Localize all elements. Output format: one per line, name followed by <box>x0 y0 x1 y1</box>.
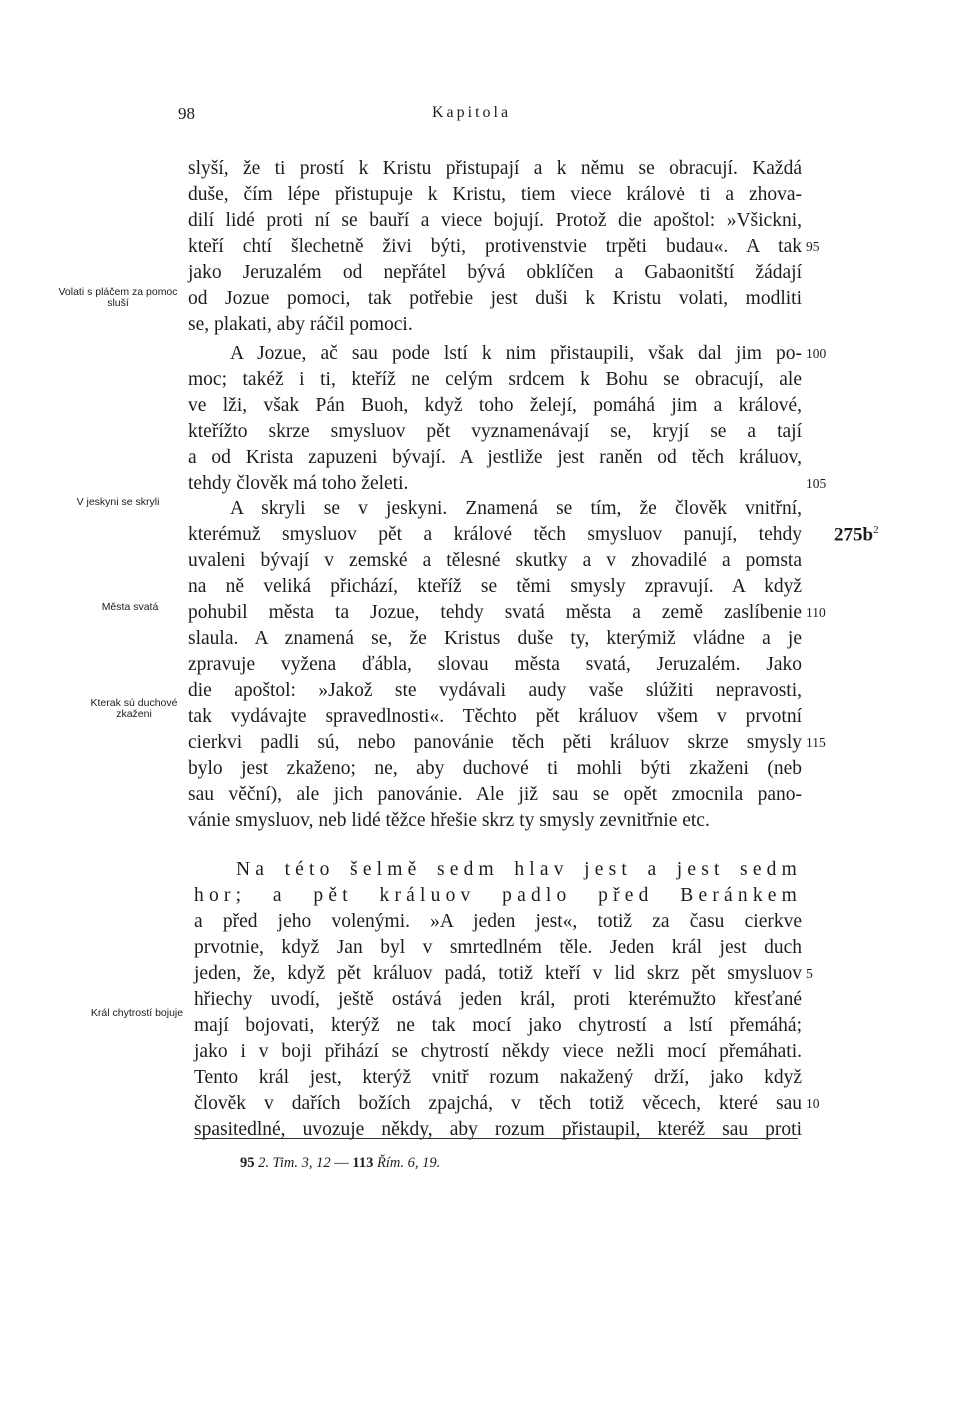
text-line: duše, čím lépe přistupuje k Kristu, tiem viece královė ti a zhova- <box>188 184 802 205</box>
folio-superscript: 2 <box>873 524 879 536</box>
text-line: die apoštol: »Jakož ste vydávali audy vaše slúžiti nepravosti, <box>188 680 802 701</box>
text-line: od Jozue pomoci, tak potřebie jest duši k Kristu volati, modliti <box>188 288 802 309</box>
footnote-rule <box>194 1138 798 1139</box>
text-line: slyší, že ti prostí k Kristu přistupají a k němu se obracují. Každá <box>188 158 802 179</box>
footnote-line-ref: 113 <box>352 1155 374 1171</box>
footnote <box>240 1155 440 1172</box>
footnote-citation: Řím. 6, 19. <box>376 1155 441 1171</box>
running-head: Kapitola <box>432 104 512 121</box>
text-line: dilí lidé proti ní se bauří a viece bojují. Protož die apoštol: »Všickni, <box>188 210 802 231</box>
margin-note: Volati s pláčem za pomoc sluší <box>58 286 178 309</box>
margin-note: V jeskyni se skryli <box>76 496 160 508</box>
text-line: pohubil města ta Jozue, tehdy svatá města a země zaslíbenie <box>188 602 802 623</box>
text-line: spasitedlné, uvozuje někdy, aby rozum přistaupil, kteréž sau proti <box>194 1119 802 1140</box>
text-line: kteřížto skrze smysluov pět vyznamenávají se, kryjí se a tají <box>188 421 802 442</box>
line-number: 95 <box>806 239 820 254</box>
line-number: 100 <box>806 346 827 361</box>
text-line: cierkvi padli sú, nebo panovánie těch pěti králuov skrze smysly <box>188 732 802 753</box>
text-line: uvaleni bývají v zemské a tělesné skutky a v zhovadilé a pomsta <box>188 550 802 571</box>
line-number: 10 <box>806 1096 820 1111</box>
text-line: kterémuž smysluov pět a králové těch smysluov panují, tehdy <box>188 524 802 545</box>
text-line: jako i v boji přihází se chytrostí někdy viece nežli mocí přemáhati. <box>194 1041 802 1062</box>
text-line: na ně veliká přichází, kteříž se těmi smysly zpravují. A když <box>188 576 802 597</box>
text-line: a od Krista zapuzeni bývají. A jestliže jest raněn od těch králuov, <box>188 447 802 468</box>
text-line: člověk v dařích božích zpajchá, v těch totiž věcech, které sau <box>194 1093 802 1114</box>
page-number: 98 <box>178 104 195 123</box>
text-line: sau věční), ale jich panovánie. Ale již sau se opět zmocnila pano- <box>188 784 802 805</box>
margin-note: Král chytrostí bojuje <box>90 1007 184 1019</box>
margin-note: Města svatá <box>101 601 159 613</box>
text-line: bylo jest zkaženo; ne, aby duchové ti mohli býti zkaženi (neb <box>188 758 802 779</box>
text-line: se, plakati, aby ráčil pomoci. <box>188 314 413 335</box>
folio-main: 275b <box>834 524 874 546</box>
line-number: 5 <box>806 966 813 981</box>
text-line: hor; a pět králuov padlo před Beránkem <box>194 885 802 906</box>
text-line: hřiechy uvodí, ještě ostává jeden král, proti kterémužto křesťané <box>194 989 802 1010</box>
footnote-dash: — <box>334 1155 349 1171</box>
footnote-citation: 2. Tim. 3, 12 <box>258 1155 331 1171</box>
line-number: 105 <box>806 476 827 491</box>
text-line: jako Jeruzalém od nepřátel bývá obklíčen a Gabaonitští žádají <box>188 262 802 283</box>
text-line: moc; takéž i ti, kteříž ne celým srdcem k Bohu se obracují, ale <box>188 369 802 390</box>
text-line: a před jeho volenými. »A jeden jest«, totiž za času cierkve <box>194 911 802 932</box>
text-line: jeden, že, když pět králuov padá, totiž kteří v lid skrz pět smysluov <box>194 963 802 984</box>
text-line: vánie smysluov, neb lidé těžce hřešie skrz ty smysly zevnitřnie etc. <box>188 810 710 831</box>
text-line: prvotnie, když Jan byl v smrtedlném těle. Jeden král jest duch <box>194 937 802 958</box>
folio-mark <box>834 524 879 546</box>
page-header <box>0 104 960 128</box>
text-line: tak vydávajte spravedlnosti«. Těchto pět králuov všem v prvotní <box>188 706 802 727</box>
footnote-line-ref: 95 <box>240 1155 255 1171</box>
line-number: 115 <box>806 735 826 750</box>
text-line: Na této šelmě sedm hlav jest a jest sedm <box>236 859 802 880</box>
line-number: 110 <box>806 605 826 620</box>
text-line: mají bojovati, kterýž ne tak mocí jako chytrostí a lstí přemáhá; <box>194 1015 802 1036</box>
text-line: A skryli se v jeskyni. Znamená se tím, že člověk vnitřní, <box>230 498 802 519</box>
text-line: A Jozue, ač sau pode lstí k nim přistaupili, však dal jim po- <box>230 343 802 364</box>
text-line: kteří chtí šlechetně živi býti, protivenstvie trpěti budau«. A tak <box>188 236 802 257</box>
text-line: zpravuje vyžena ďábla, slovau města svatá, Jeruzalém. Jako <box>188 654 802 675</box>
text-line: slaula. A znamená se, že Kristus duše ty, kterýmiž vládne a je <box>188 628 802 649</box>
text-line: Tento král jest, kterýž vnitř rozum nakažený drží, jako když <box>194 1067 802 1088</box>
text-line: tehdy člověk má toho želeti. <box>188 473 409 494</box>
margin-note: Kterak sú duchové zkaženi <box>90 697 178 720</box>
text-line: ve lži, však Pán Buoh, když toho želejí, pomáhá jim a králové, <box>188 395 802 416</box>
